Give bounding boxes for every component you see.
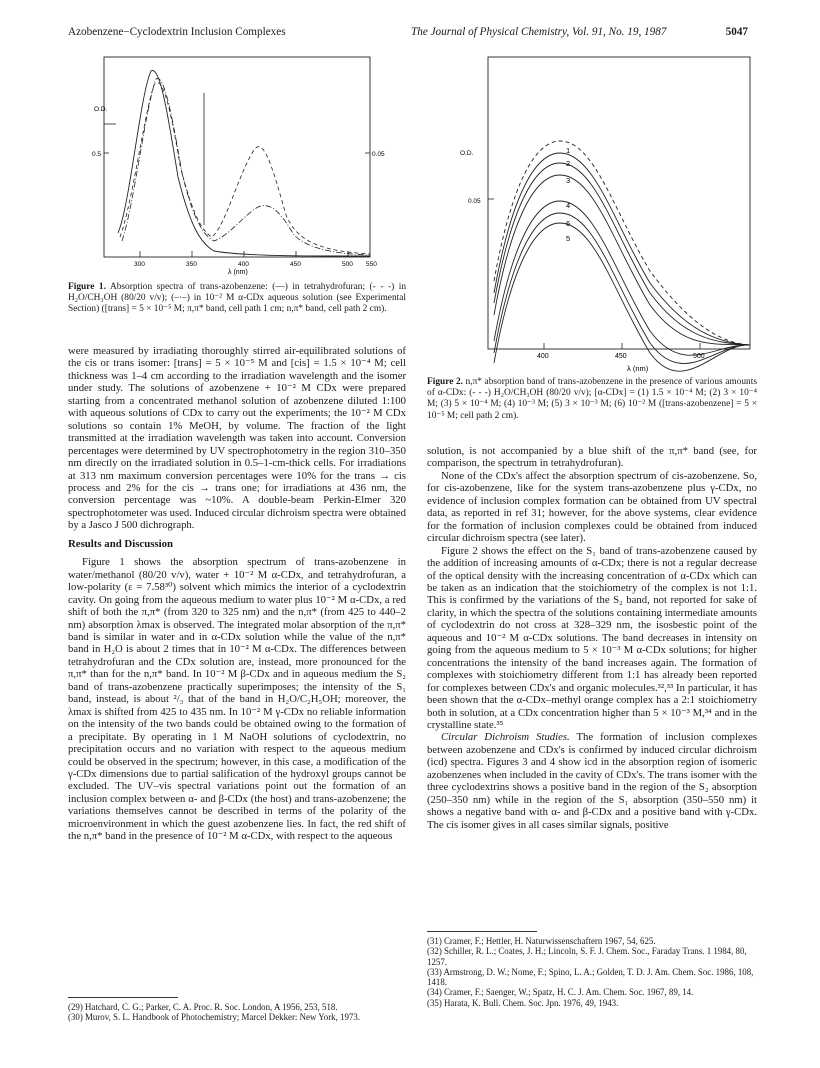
water-methanol-curve <box>120 83 370 254</box>
footnote: (35) Harata, K. Bull. Chem. Soc. Jpn. 1976, 49, 1943. <box>427 997 619 1008</box>
footnote-rule <box>68 997 178 998</box>
left-tick-label: 0.5 <box>92 151 102 158</box>
tick-label: 0.05 <box>468 198 481 205</box>
x-tick-label: 300 <box>134 261 145 268</box>
section-heading: Results and Discussion <box>68 537 174 550</box>
absorption-curve <box>494 175 750 345</box>
figure-1 <box>92 55 386 279</box>
absorption-curve <box>494 163 750 345</box>
figure-2-x-ticks <box>537 343 705 360</box>
running-header <box>68 26 748 42</box>
running-title: Azobenzene−Cyclodextrin Inclusion Complexes <box>68 26 286 38</box>
x-tick-label: 500 <box>342 261 353 268</box>
curve-label: 4 <box>566 201 571 210</box>
figure-1-caption <box>68 282 406 316</box>
alpha-cdx-curve <box>122 78 370 255</box>
thf-curve <box>118 71 370 256</box>
left-column <box>68 345 406 843</box>
page-number: 5047 <box>725 26 748 38</box>
curve-label: 5 <box>566 234 571 243</box>
curve-label: 3 <box>566 176 571 185</box>
x-tick-label: 450 <box>290 261 301 268</box>
paragraph: Figure 2 shows the effect on the S₁ band of trans-azobenzene caused by the addition of increasing amounts of α-CDx; there is not a regular decrease of the optical density with the increasing concentration of α-CDx which can be taken as an indication that the stoichiometry of the complex is not 1:1. This is confirmed by the variations of the S₂ band, not reported for sake of clarity, in which the spectra of the solutions containing intermediate amounts of cyclodextrin do not cross at 328–329 nm, the isosbestic point of the aqueous and 10⁻² M α-CDx solutions. The band decreases in intensity on going from the aqueous medium to 5 × 10⁻³ M α-CDx solutions; for higher concentrations the intensity of the band increases again. The formation of complexes with stoichiometry different from 1:1 has already been reported for complexes between CDx's and organic molecules.³²,³³ In particular, it has been shown that the α-CDx–methyl orange complex has a 2:1 stoichiometry both in solution, at a CDx concentration higher than 5 × 10⁻³ M,³⁴ and in the crystalline state.³⁵ <box>427 544 757 731</box>
journal-citation: The Journal of Physical Chemistry, Vol. 91, No. 19, 1987 <box>411 26 667 38</box>
footnotes-left <box>68 1002 406 1023</box>
footnote: (34) Cramer, F.; Saenger, W.; Spatz, H. C. J. Am. Chem. Soc. 1967, 89, 14. <box>427 987 694 998</box>
figure-1-caption-text: Absorption spectra of trans-azobenzene: (—) in tetrahydrofuran; (- - -) in H₂O/CH₃OH (80/20 v/v); (–·–) in 10⁻² M α-CDx aqueous solution (see Experimental Section) ([trans] = 5 × 10⁻⁵ M; π,π* band, cell path 1 cm; n,π* band, cell path 2 cm). <box>68 282 407 315</box>
footnote: (30) Murov, S. L. Handbook of Photochemistry; Marcel Dekker: New York, 1973. <box>68 1012 361 1023</box>
y-axis-label: O.D. <box>94 106 108 113</box>
figure-2 <box>454 55 754 375</box>
right-column <box>427 445 757 831</box>
footnote: (31) Cramer, F.; Hettler, H. Naturwissenschaftern 1967, 54, 625. <box>427 936 656 946</box>
footnote-rule <box>427 931 537 932</box>
absorption-curve <box>494 213 750 364</box>
paragraph: None of the CDx's affect the absorption spectrum of cis-azobenzene. So, for cis-azobenzene, like for the system trans-azobenzene plus γ-CDx, no evidence of inclusion complex formation can be obtained from UV spectral data, as reported in ref 31; however, for the above systems, clear evidence for the formation of inclusion complexes could be obtained from induced circular dichroism spectra (see later). <box>427 469 757 545</box>
figure-2-plot <box>454 55 754 375</box>
figure-2-caption-text: n,π* absorption band of trans-azobenzene in the presence of various amounts of α-CDx: (- - -) H₂O/CH₃OH (80/20 v/v); [α-CDx] = (1) 1.5 × 10⁻⁴ M; (2) 3 × 10⁻⁴ M; (3) 5 × 10⁻⁴ M; (4) 10⁻³ M; (5) 3 × 10⁻³ M; (6) 10⁻² M ([trans-azobenzene] = 5 × 10⁻⁵ M; cell path 2 cm). <box>427 377 757 421</box>
figure-2-caption-label: Figure 2. <box>427 377 463 387</box>
y-axis-label: O.D. <box>460 150 474 157</box>
figure-2-curves <box>494 141 750 371</box>
x-tick-label: 500 <box>693 353 705 360</box>
paragraph: solution, is not accompanied by a blue shift of the π,π* band (see, for comparison, the spectrum in tetrahydrofuran). <box>427 445 757 470</box>
figure-1-x-ticks <box>134 251 377 268</box>
footnote: (33) Armstrong, D. W.; Nome, F.; Spino, L. A.; Golden, T. D. J. Am. Chem. Soc. 1986, 108, 1418. <box>427 966 754 988</box>
x-tick-label: 400 <box>238 261 249 268</box>
x-tick-label: 450 <box>615 353 627 360</box>
curve-label: 2 <box>566 159 571 168</box>
figure-2-caption <box>427 377 757 422</box>
x-axis-label: λ (nm) <box>627 364 649 373</box>
paragraph: were measured by irradiating thoroughly stirred air-equilibrated solutions of the cis or trans isomer: [trans] = 5 × 10⁻⁵ M and [cis] = 1.5 × 10⁻⁴ M; cell thickness was 1–4 cm according to the irradiation wavelength and the isomer under study. The solutions of azobenzene + 10⁻² M CDx were prepared starting from a concentrated methanol solution of azobenzene diluted 1:100 with aqueous solutions of CDx to carry out the experiments; the 10⁻² M CDx solutions so contain 1% MeOH, by volume. The fraction of the light transmitted at the irradiation wavelength was taken into account. Conversion percentages were determined by UV spectrophotometry in the region 310–350 nm directly on the irradiated solution in 0.5–1-cm-thick cells. For irradiations at 313 nm maximum conversion percentages were 10% for the trans → cis process and 2% for the cis → trans one; for irradiations at 436 nm, the conversion percentage was ~10%. A double-beam Perkin-Elmer 320 spectrophotometer was used. Induced circular dichroism spectra were obtained by a Jasco J 500 dichrograph. <box>68 345 406 532</box>
footnotes-right <box>427 936 757 1008</box>
x-axis-label: λ (nm) <box>228 269 248 276</box>
right-tick-label: 0.05 <box>372 151 385 158</box>
footnote: (32) Schiller, R. L.; Coates, J. H.; Lincoln, S. F. J. Chem. Soc., Faraday Trans. 1 1984, 80, 1257. <box>427 946 747 967</box>
paragraph: Figure 1 shows the absorption spectrum of trans-azobenzene in water/methanol (80/20 v/v), water + 10⁻² M α-CDx, and tetrahydrofuran, a low-polarity (ε = 7.58³⁰) solvent which mimics the interior of a cyclodextrin cavity. On going from the aqueous medium to water plus 10⁻² M α-CDx, a red shift of both the π,π* (from 320 to 325 nm) and the n,π* (from 425 to 440–2 nm) absorption λmax is observed. The integrated molar absorption of the π,π* band is similar in water and in α-CDx solution while the value of the n,π* band in H₂O is about 2 times that in 10⁻² M α-CDx. The differences between tetrahydrofuran and the CDx solution are, instead, more pronounced for the π,π* than for the n,π* band. In 10⁻² M β-CDx and in aqueous medium the S₂ band of trans-azobenzene practically superimposes; the intensity of the S₁ band, instead, is about ²/₃ that of the band in H₂O/C₂H₅OH; moreover, the λmax is shifted from 425 to 435 nm. In 10⁻² M γ-CDx no reliable information on the intensity of the two bands could be obtained owing to the formation of a precipitate. By operating in 1 M NaOH solutions of cyclodextrin, no precipitation occurs and no variation with respect to the aqueous medium could be observed in the spectrum; however, in this case, a modification of the γ-CDx dimensions due to partial salification of the hydroxyl groups cannot be excluded. The UV–vis spectral variations point out the formation of an inclusion complex between α- and β-CDx (the host) and trans-azobenzene; the variations themselves cannot be described in terms of the polarity of the microenvironment in which the guest azobenzene lies. In fact, the red shift of the n,π* band in the presence of 10⁻² M α-CDx, with respect to the aqueous <box>68 556 406 843</box>
absorption-curve <box>494 201 750 355</box>
curve-label: 6 <box>566 219 571 228</box>
x-tick-label: 400 <box>537 353 549 360</box>
curve-label: 1 <box>566 146 571 155</box>
x-tick-label: 350 <box>186 261 197 268</box>
figure-1-frame <box>104 57 370 257</box>
figure-1-caption-label: Figure 1. <box>68 282 106 292</box>
footnote: (29) Hatchard, C. G.; Parker, C. A. Proc. R. Soc. London, A 1956, 253, 518. <box>68 1002 338 1012</box>
figure-2-curve-labels <box>566 146 570 243</box>
figure-1-plot <box>92 55 386 279</box>
paragraph: Circular Dichroism Studies. The formation of inclusion complexes between azobenzene and CDx's is confirmed by induced circular dichroism (icd) spectra. Figures 3 and 4 show icd in the absorption region of isomeric azobenzenes when included in the cavity of CDx's. The trans isomer with the three cyclodextrins shows a positive band in the region of the S₂ absorption (250–350 nm) while in the region of the S₁ absorption (350–550 nm) it shows a negative band with α- and β-CDx and a positive band with γ-CDx. The cis isomer gives in all cases similar signals, positive <box>427 731 757 831</box>
subsection-lead: Circular Dichroism Studies. <box>441 731 570 744</box>
x-tick-label: 550 <box>366 261 377 268</box>
